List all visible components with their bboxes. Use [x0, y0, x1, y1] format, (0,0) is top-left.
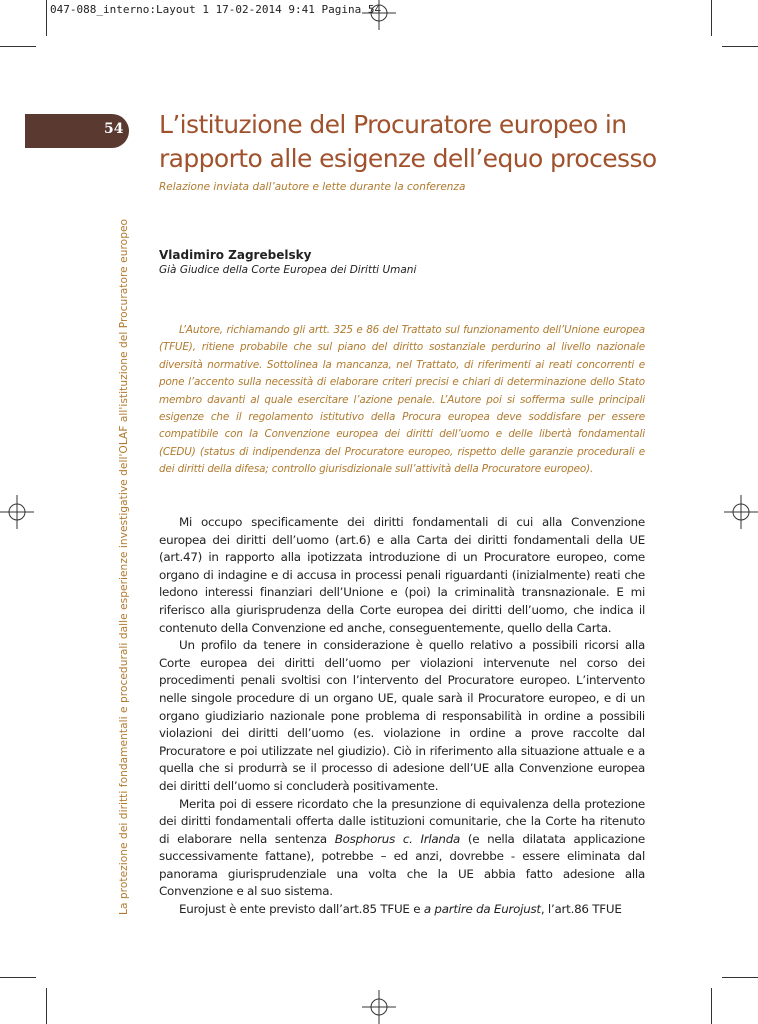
author-affiliation: Già Giudice della Corte Europea dei Diritti Umani	[159, 264, 417, 276]
paragraph-4-text-a: Eurojust è ente previsto dall’art.85 TFUE e	[179, 902, 424, 917]
paragraph-1: Mi occupo specificamente dei diritti fondamentali di cui alla Convenzione europea dei diritti dell’uomo (art.6) e alla Carta dei diritti fondamentali della UE (art.47) in rapporto alla ipotizzata introduzione di un Procuratore europeo, come organo di indagine e di accusa in processi penali riguardanti (inizialmente) reati che ledono interessi finanziari dell’Unione e (poi) la criminalità transnazionale. E mi riferisco alla giurisprudenza della Corte europea dei diritti dell’uomo, che indica il contenuto della Convenzione ed anche, conseguentemente, quello della Carta.	[159, 515, 645, 635]
paragraph-3-text-a: Merita poi di essere ricordato che la presunzione di equivalenza della protezione dei diritti fondamentali offerta dalle istituzioni comunitarie, che la Corte ha ritenuto di elaborare nella sentenza	[159, 796, 645, 846]
article-title: L’istituzione del Procuratore europeo in rapporto alle esigenze dell’equo processo	[159, 110, 657, 173]
crop-mark-bottom-left-h	[0, 977, 36, 978]
page-number: 54	[104, 121, 124, 137]
crop-mark-top-right-h	[722, 46, 758, 47]
registration-mark-top-icon	[362, 0, 396, 30]
registration-mark-right-icon	[724, 495, 758, 529]
running-head: La protezione dei diritti fondamentali e procedurali dalle esperienze investigative dell'OLAF all'istituzione del Procuratore europeo	[118, 218, 130, 915]
running-head-wrap	[98, 163, 138, 915]
paragraph-3	[159, 796, 645, 902]
paragraph-4-italic: a partire da Eurojust	[423, 902, 541, 917]
paragraph-2: Un profilo da tenere in considerazione è quello relativo a possibili ricorsi alla Corte europea dei diritti dell’uomo per violazioni intervenute nel corso dei procedimenti penali svoltisi con l’intervento del Procuratore europeo. L’intervento nelle singole procedure di un organo UE, quale sarà il Procuratore europeo, e di un organo giudiziario nazionale pone problema di responsabilità in ordine a possibili violazioni dei diritti dell’uomo (es. violazione in ordine a prove raccolte dal Procuratore e poi utilizzate nel giudizio). Ciò in riferimento alla situazione attuale e a quella che si produrrà se il processo di adesione dell’UE alla Convenzione europea dei diritti dell’uomo si concluderà positivamente.	[159, 638, 645, 793]
print-slug: 047-088_interno:Layout 1 17-02-2014 9:41 Pagina 54	[50, 3, 382, 16]
registration-mark-bottom-icon	[362, 990, 396, 1024]
crop-mark-top-left-v	[46, 0, 47, 36]
author-name: Vladimiro Zagrebelsky	[159, 248, 312, 262]
crop-mark-bottom-right-h	[722, 977, 758, 978]
crop-mark-top-left-h	[0, 46, 36, 47]
crop-mark-bottom-right-v	[711, 988, 712, 1024]
paragraph-4-text-b: , l’art.86 TFUE	[540, 902, 622, 917]
crop-mark-bottom-left-v	[46, 988, 47, 1024]
abstract: L’Autore, richiamando gli artt. 325 e 86 del Trattato sul funzionamento dell’Unione europea (TFUE), ritiene probabile che sul piano del diritto sostanziale perdurino al livello nazionale diversità normative. Sottolinea la mancanza, nel Trattato, di riferimenti ai reati concorrenti e pone l’accento sulla necessità di elaborare criteri precisi e chiari di determinazione dello Stato membro davanti al quale esercitare l’azione penale. L’Autore poi si sofferma sulle principali esigenze che il regolamento istitutivo della Procura europea deve soddisfare per essere compatibile con la Convenzione europea dei diritti dell’uomo e delle libertà fondamentali (CEDU) (status di indipendenza del Procuratore europeo, rispetto delle garanzie procedurali e dei diritti della difesa; controllo giurisdizionale sull’attività della Procuratore europeo).	[159, 324, 645, 476]
paragraph-3-text-b: (e nella dilatata applicazione successivamente fattane), potrebbe – ed anzi, dovrebbe - essere eliminata dal panorama giurisprudenziale una volta che la UE abbia fatto adesione alla Convenzione e al suo sistema.	[159, 831, 645, 899]
paragraph-4	[159, 901, 645, 919]
article-subtitle: Relazione inviata dall’autore e lette durante la conferenza	[159, 181, 466, 193]
registration-mark-left-icon	[0, 495, 34, 529]
crop-mark-top-right-v	[711, 0, 712, 36]
body-text	[159, 514, 645, 919]
case-name: Bosphorus c. Irlanda	[334, 831, 461, 846]
